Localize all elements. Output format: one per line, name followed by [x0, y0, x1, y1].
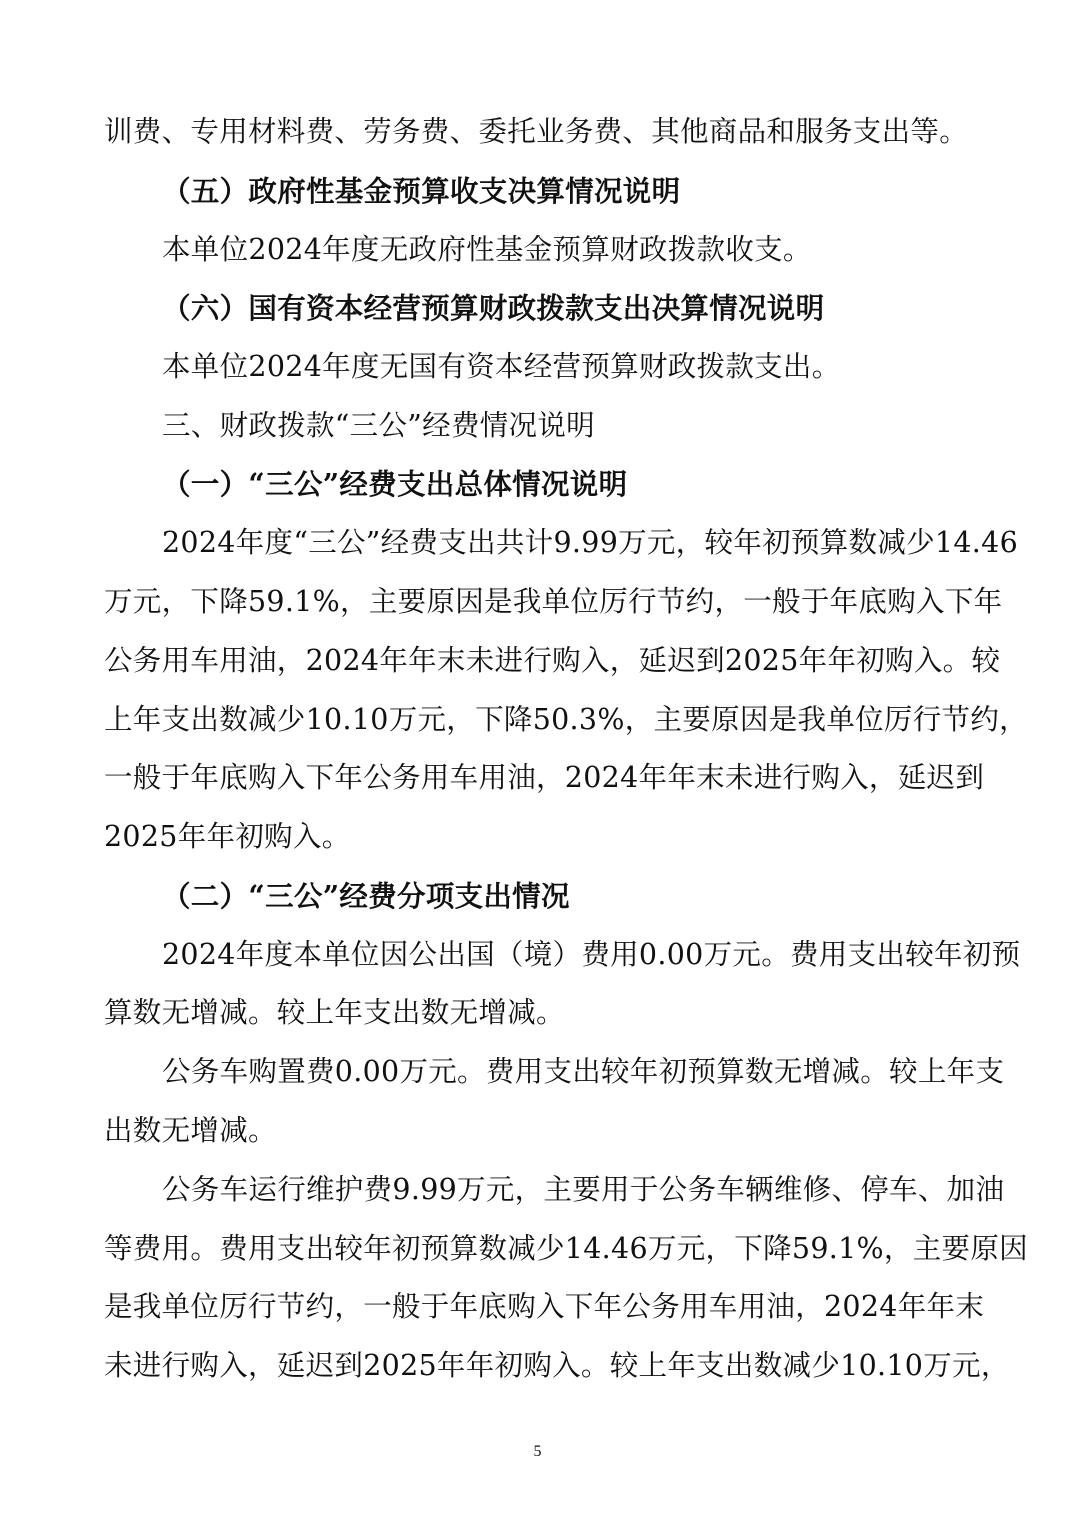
paragraph-line: 2024年度“三公”经费支出共计9.99万元，较年初预算数减少14.46 — [162, 526, 1019, 559]
paragraph-line: 公务车购置费0.00万元。费用支出较年初预算数无增减。较上年支 — [162, 1055, 1005, 1088]
paragraph-line: 出数无增减。 — [104, 1114, 277, 1147]
paragraph-line: 是我单位厉行节约，一般于年底购入下年公务用车用油，2024年年末 — [104, 1290, 985, 1323]
paragraph-line: 2025年年初购入。 — [104, 820, 351, 853]
paragraph-line: 一般于年底购入下年公务用车用油，2024年年末未进行购入，延迟到 — [104, 761, 985, 794]
subheading-state-capital-budget: （六）国有资本经营预算财政拨款支出决算情况说明 — [162, 291, 825, 325]
paragraph-line: 万元，下降59.1%，主要原因是我单位厉行节约，一般于年底购入下年 — [104, 585, 1003, 618]
paragraph-line: 本单位2024年度无国有资本经营预算财政拨款支出。 — [162, 350, 841, 383]
paragraph-line: 未进行购入，延迟到2025年年初购入。较上年支出数减少10.10万元， — [104, 1349, 1010, 1382]
paragraph-line: 公务用车用油，2024年年末未进行购入，延迟到2025年年初购入。较 — [104, 644, 1001, 677]
subheading-overall-expenses: （一）“三公”经费支出总体情况说明 — [162, 467, 628, 501]
paragraph-line: 训费、专用材料费、劳务费、委托业务费、其他商品和服务支出等。 — [104, 115, 969, 148]
paragraph-line: 上年支出数减少10.10万元，下降50.3%，主要原因是我单位厉行节约， — [104, 703, 1028, 736]
subheading-government-fund-budget: （五）政府性基金预算收支决算情况说明 — [162, 174, 681, 208]
page-number: 5 — [533, 1443, 542, 1460]
paragraph-line: 本单位2024年度无政府性基金预算财政拨款收支。 — [162, 233, 812, 266]
paragraph-line: 2024年度本单位因公出国（境）费用0.00万元。费用支出较年初预 — [162, 938, 1021, 971]
paragraph-line: 算数无增减。较上年支出数无增减。 — [104, 996, 565, 1029]
section-heading-three-public-expenses: 三、财政拨款“三公”经费情况说明 — [162, 409, 595, 442]
paragraph-line: 等费用。费用支出较年初预算数减少14.46万元，下降59.1%，主要原因 — [104, 1232, 1028, 1265]
paragraph-line: 公务车运行维护费9.99万元，主要用于公务车辆维修、停车、加油 — [162, 1173, 1005, 1206]
subheading-itemized-expenses: （二）“三公”经费分项支出情况 — [162, 879, 570, 913]
